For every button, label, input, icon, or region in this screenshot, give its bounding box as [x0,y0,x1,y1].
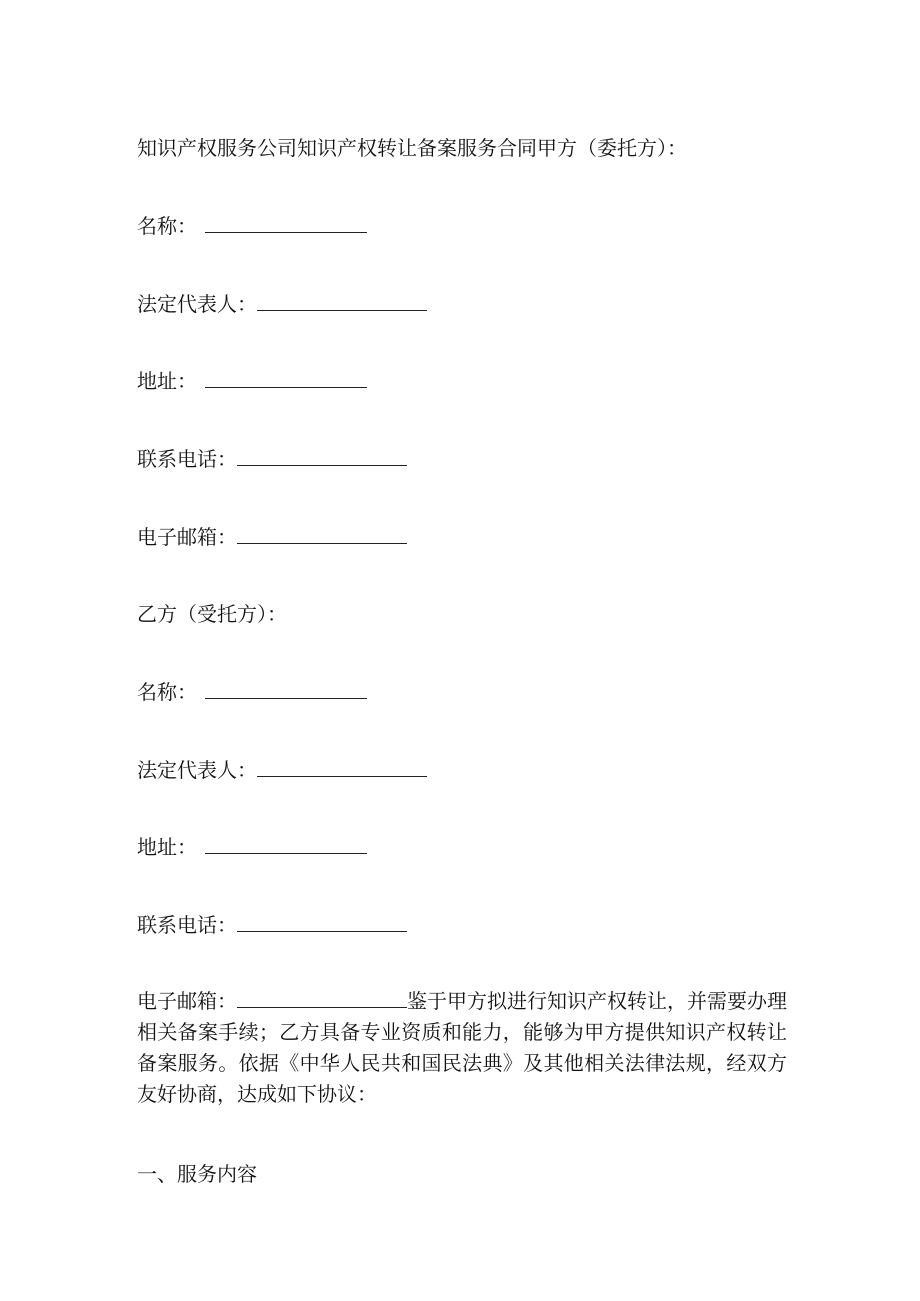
party-b-name-blank[interactable] [205,678,367,699]
party-a-address-label: 地址： [137,369,197,393]
party-b-name-row [137,678,367,706]
document-title: 知识产权服务公司知识产权转让备案服务合同甲方（委托方）： [137,136,687,160]
party-b-email-blank[interactable] [237,987,407,1008]
party-a-rep-row [137,290,427,318]
party-a-address-row [137,367,367,395]
preamble-text: 鉴于甲方拟进行知识产权转让，并需要办理相关备案手续；乙方具备专业资质和能力，能够为甲方提供知识产权转让备案服务。依据《中华人民共和国民法典》及其他相关法律法规，经双方友好协商，达成如下协议： [137,989,787,1106]
party-b-name-label: 名称： [137,680,197,704]
party-b-heading: 乙方（受托方）： [137,602,287,626]
party-a-address-blank[interactable] [205,367,367,388]
party-b-address-row [137,833,367,861]
party-a-rep-blank[interactable] [257,290,427,311]
party-a-email-blank[interactable] [237,523,407,544]
party-b-phone-label: 联系电话： [137,913,237,937]
party-b-phone-row [137,911,407,939]
party-a-email-label: 电子邮箱： [137,525,237,549]
party-b-rep-blank[interactable] [257,756,427,777]
party-a-email-row [137,523,407,551]
section-1-heading: 一、服务内容 [137,1162,257,1186]
party-b-email-and-preamble [137,986,787,1110]
party-a-name-label: 名称： [137,214,197,238]
party-b-rep-row [137,756,427,784]
party-b-address-blank[interactable] [205,833,367,854]
party-a-phone-blank[interactable] [237,445,407,466]
party-a-phone-label: 联系电话： [137,447,237,471]
party-a-name-row [137,212,367,240]
party-a-phone-row [137,445,407,473]
party-a-name-blank[interactable] [205,212,367,233]
party-a-rep-label: 法定代表人： [137,292,257,316]
party-b-email-label: 电子邮箱： [137,989,237,1013]
party-b-phone-blank[interactable] [237,911,407,932]
party-b-address-label: 地址： [137,835,197,859]
party-b-rep-label: 法定代表人： [137,758,257,782]
